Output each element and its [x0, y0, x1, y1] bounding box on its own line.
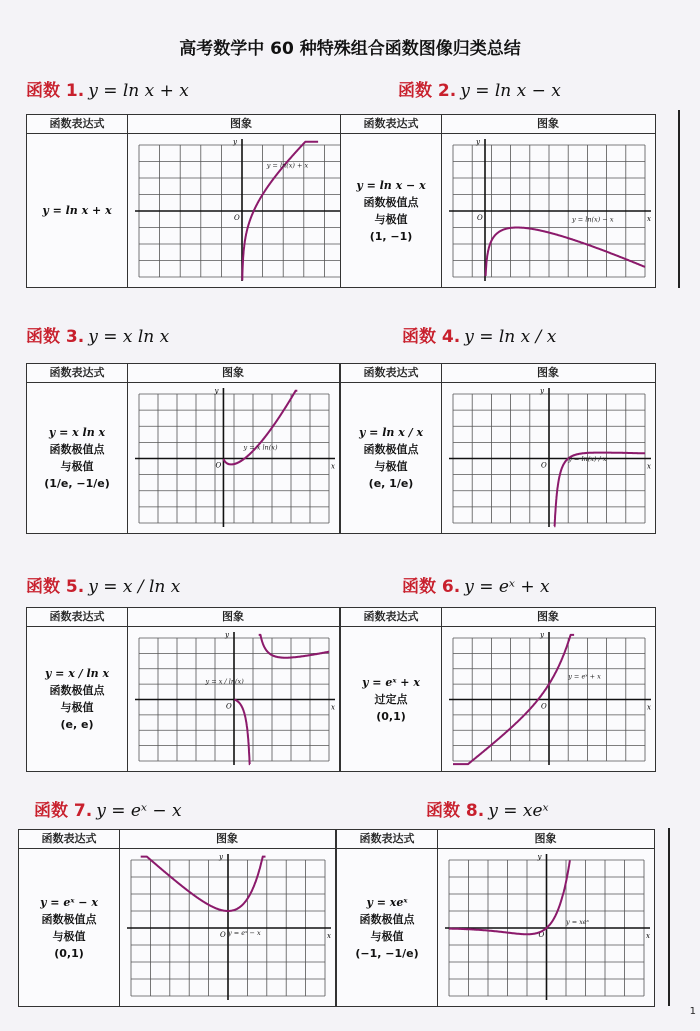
function-heading [26, 572, 180, 597]
right-edge-line [678, 110, 680, 288]
expression-cell [19, 849, 119, 1006]
header-graph: 图象 [127, 364, 339, 383]
expression-note: 函数极值点 [49, 443, 105, 456]
header-graph: 图象 [441, 608, 655, 627]
expression-note: 函数极值点 [41, 912, 97, 926]
x-axis-letter: x [327, 932, 331, 940]
header-expression: 函数表达式 [27, 608, 127, 627]
curve-label: y = x / ln(x) [205, 677, 244, 686]
header-expression: 函数表达式 [27, 364, 127, 383]
curve-label: y = ln(x) / x [568, 455, 607, 464]
expression-cell [341, 383, 441, 533]
header-expression: 函数表达式 [337, 830, 437, 849]
expression-note: 与极值 [60, 701, 94, 714]
function-heading [398, 76, 561, 101]
origin-label: O [220, 931, 226, 939]
curve-label: y = xeˣ [566, 917, 590, 926]
function-graph [439, 850, 654, 1006]
expression-note: 函数极值点 [363, 195, 419, 209]
expression-cell [341, 134, 441, 287]
function-heading [34, 796, 182, 821]
function-heading [26, 322, 169, 347]
header-expression: 函数表达式 [27, 115, 127, 134]
function-equation: y = eˣ − x [96, 801, 182, 821]
column-divider [441, 115, 442, 287]
function-heading [26, 76, 189, 101]
column-divider [127, 115, 128, 287]
origin-label: O [538, 931, 545, 939]
expression-cell [341, 627, 441, 771]
expression-note: 过定点 [374, 692, 408, 706]
origin-label: O [541, 702, 547, 711]
header-expression: 函数表达式 [341, 364, 441, 383]
x-axis-letter: x [331, 462, 335, 471]
curve-label: y = ln(x) + x [266, 161, 309, 170]
expression-formula: y = eˣ − x [40, 895, 98, 909]
function-number-label: 函数 8. [426, 801, 485, 821]
expression-note: 函数极值点 [49, 684, 105, 697]
function-equation: y = x / ln x [88, 577, 181, 597]
x-axis-letter: x [331, 703, 335, 712]
origin-label: O [234, 214, 240, 222]
function-table [340, 114, 656, 288]
expression-formula: y = ln x / x [358, 426, 424, 439]
header-graph: 图象 [437, 830, 654, 849]
function-graph [443, 135, 655, 287]
expression-cell [337, 849, 437, 1006]
function-number-label: 函数 5. [26, 577, 85, 597]
expression-formula: y = x / ln x [44, 667, 110, 680]
x-axis-letter: x [647, 703, 651, 712]
header-graph: 图象 [127, 115, 355, 134]
header-graph: 图象 [127, 608, 339, 627]
y-axis-letter: y [219, 853, 223, 861]
expression-note: (−1, −1/e) [355, 946, 419, 960]
expression-note: 函数极值点 [363, 443, 419, 456]
expression-note: (0,1) [376, 709, 406, 723]
x-axis-letter: x [646, 932, 650, 940]
page-title: 高考数学中 60 种特殊组合函数图像归类总结 [179, 39, 521, 59]
function-curve [224, 391, 298, 465]
function-curve [486, 228, 645, 276]
y-axis-letter: y [214, 387, 219, 395]
function-table [336, 829, 655, 1007]
function-number-label: 函数 3. [26, 327, 85, 347]
function-curve [449, 860, 570, 934]
y-axis-letter: y [225, 631, 229, 639]
page-number: 1 [689, 1006, 696, 1017]
expression-formula: y = ln x − x [356, 178, 426, 192]
curve-label: y = eˣ + x [568, 672, 601, 681]
function-equation: y = ln x / x [464, 327, 557, 347]
curve-label: y = eˣ − x [228, 928, 261, 937]
expression-formula: y = eˣ + x [362, 675, 420, 689]
column-divider [119, 830, 120, 1006]
column-divider [437, 830, 438, 1006]
x-axis-letter: x [647, 462, 651, 471]
expression-formula: y = ln x + x [42, 204, 112, 217]
origin-label: O [477, 214, 483, 222]
curve-label: y = x ln(x) [243, 443, 278, 452]
expression-note: 与极值 [374, 460, 408, 473]
expression-cell [27, 134, 127, 287]
expression-cell [27, 627, 127, 771]
expression-note: 与极值 [374, 212, 408, 226]
curve-label: y = ln(x) − x [572, 215, 614, 224]
function-graph [443, 384, 655, 533]
function-equation: y = ln x − x [460, 81, 561, 101]
origin-label: O [541, 461, 547, 470]
expression-formula: y = xeˣ [366, 895, 408, 909]
expression-note: (1, −1) [369, 229, 413, 243]
function-table [18, 829, 336, 1007]
expression-note: (e, e) [60, 718, 94, 731]
function-curve [141, 857, 266, 911]
y-axis-letter: y [476, 138, 480, 146]
expression-cell [27, 383, 127, 533]
header-graph: 图象 [119, 830, 335, 849]
expression-note: (1/e, −1/e) [44, 477, 110, 490]
header-graph: 图象 [441, 115, 655, 134]
function-number-label: 函数 1. [26, 81, 85, 101]
y-axis-letter: y [540, 387, 544, 395]
function-table [340, 363, 656, 534]
expression-note: 函数极值点 [359, 912, 415, 926]
function-graph [443, 628, 655, 771]
function-heading [402, 572, 550, 597]
y-axis-letter: y [233, 138, 237, 146]
expression-formula: y = x ln x [48, 426, 106, 439]
function-table [26, 114, 356, 288]
column-divider [441, 608, 442, 771]
function-number-label: 函数 2. [398, 81, 457, 101]
function-heading [402, 322, 556, 347]
column-divider [127, 364, 128, 533]
function-equation: y = xeˣ [488, 801, 549, 821]
y-axis-letter: y [537, 853, 542, 861]
function-table [26, 363, 340, 534]
function-number-label: 函数 7. [34, 801, 93, 821]
header-expression: 函数表达式 [341, 608, 441, 627]
expression-note: (e, 1/e) [368, 477, 414, 490]
function-graph [129, 628, 339, 771]
y-axis-letter: y [540, 631, 544, 639]
function-equation: y = ln x + x [88, 81, 189, 101]
header-expression: 函数表达式 [341, 115, 441, 134]
function-graph [129, 135, 355, 287]
expression-note: 与极值 [60, 460, 94, 473]
function-number-label: 函数 6. [402, 577, 461, 597]
function-table [26, 607, 340, 772]
origin-label: O [215, 461, 222, 470]
function-graph [121, 850, 335, 1006]
origin-label: O [226, 702, 232, 711]
function-heading [426, 796, 549, 821]
expression-note: 与极值 [370, 929, 404, 943]
x-axis-letter: x [647, 215, 651, 223]
function-equation: y = eˣ + x [464, 577, 550, 597]
header-graph: 图象 [441, 364, 655, 383]
right-edge-line [668, 828, 670, 1006]
expression-note: 与极值 [52, 929, 86, 943]
function-number-label: 函数 4. [402, 327, 461, 347]
function-graph [129, 384, 339, 533]
function-equation: y = x ln x [88, 327, 170, 347]
header-expression: 函数表达式 [19, 830, 119, 849]
expression-note: (0,1) [54, 946, 84, 960]
function-table [340, 607, 656, 772]
column-divider [441, 364, 442, 533]
column-divider [127, 608, 128, 771]
